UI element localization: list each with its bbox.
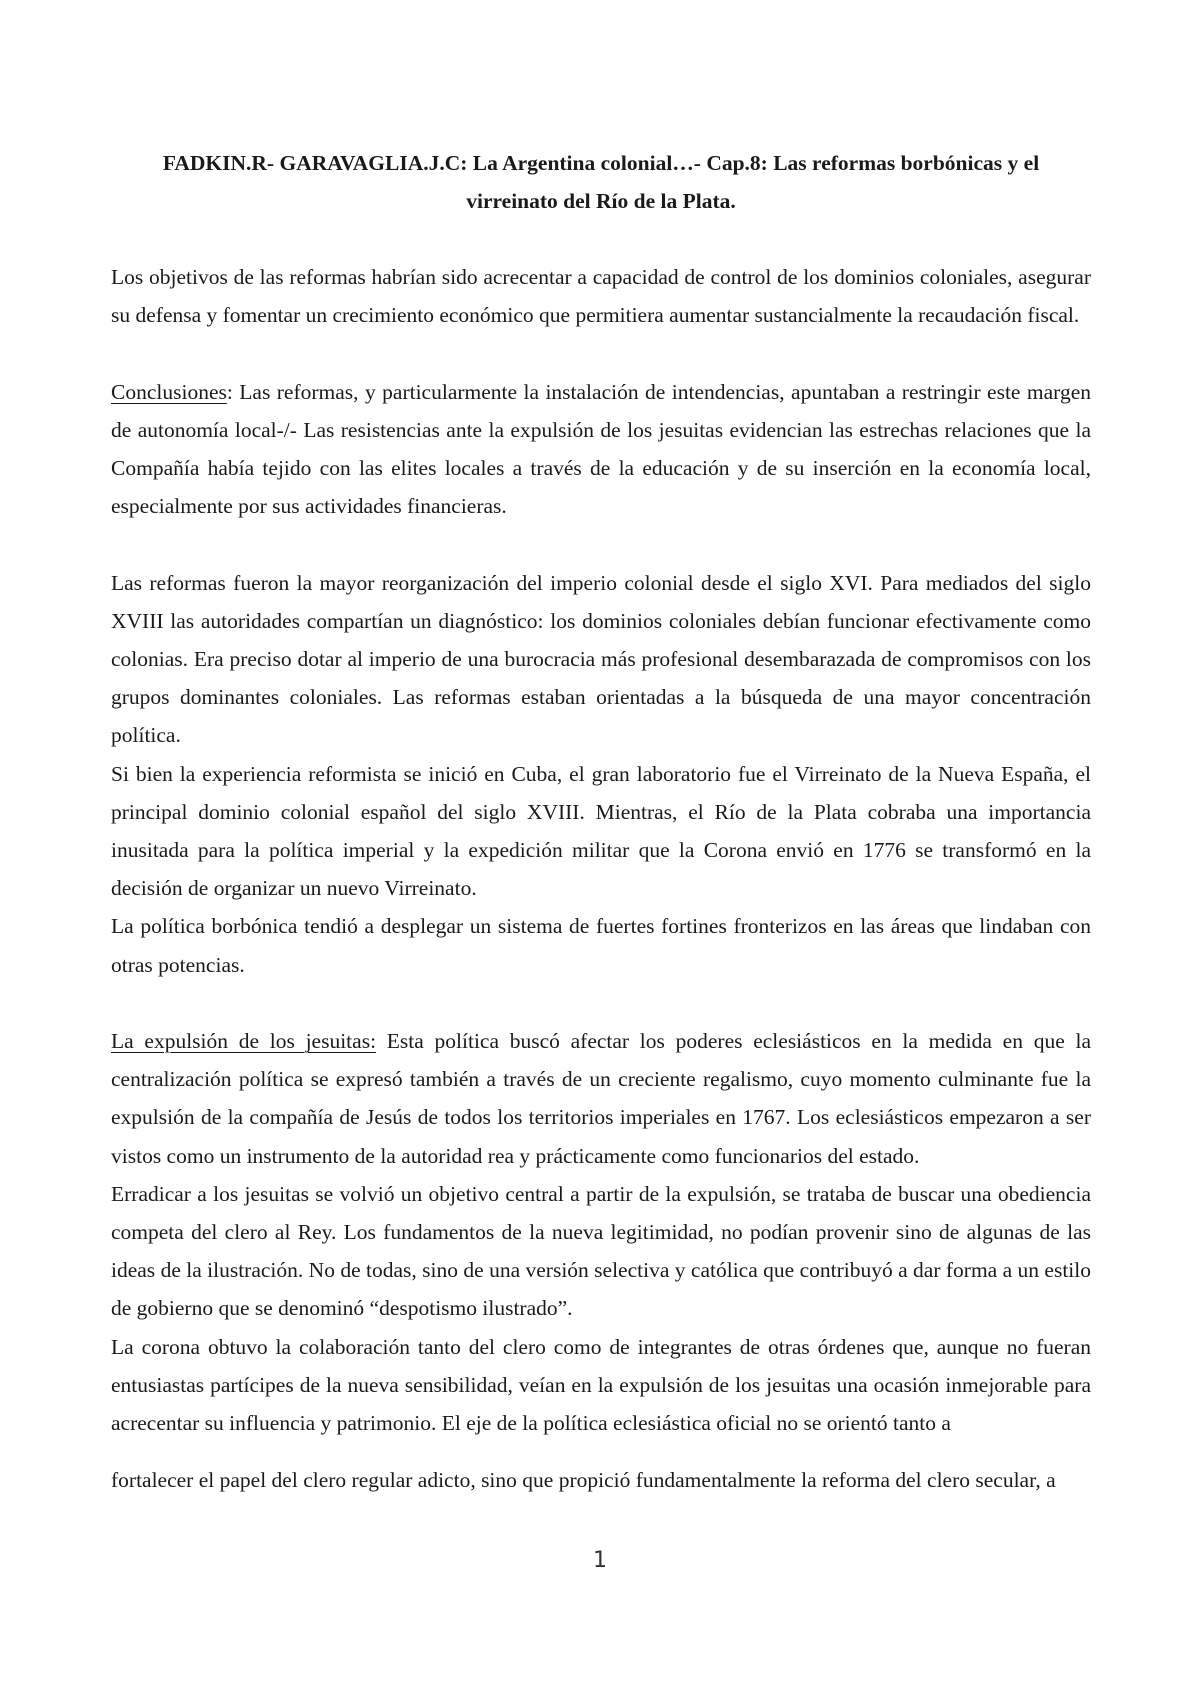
title-line-2: virreinato del Río de la Plata. bbox=[466, 189, 736, 213]
paragraph-erradicar: Erradicar a los jesuitas se volvió un objetivo central a partir de la expulsión, se trataba de buscar una obediencia competa del clero al Rey. Los fundamentos de la nueva legitimidad, no podían provenir sino de algunas de las ideas de la ilustración. No de todas, sino de una versión selectiva y católica que contribuyó a dar forma a un estilo de gobierno que se denominó “despotismo ilustrado”. bbox=[111, 1181, 1091, 1321]
paragraph-objectives: Los objetivos de las reformas habrían sido acrecentar a capacidad de control de los dominios coloniales, asegurar su defensa y fomentar un crecimiento económico que permitiera aumentar sustancialmente la recaudación fiscal. bbox=[111, 265, 1091, 328]
paragraph-expulsion-text: Esta política buscó afectar los poderes eclesiásticos en la medida en que la centralización política se expresó también a través de un creciente regalismo, cuyo momento culminante fue la expulsión de la compañía de Jesús de todos los territorios imperiales en 1767. Los eclesiásticos empezaron a ser vistos como un instrumento de la autoridad rea y prácticamente como funcionarios del estado. bbox=[111, 1029, 1091, 1168]
paragraph-conclusiones bbox=[111, 373, 1091, 526]
paragraph-fortines: La política borbónica tendió a desplegar un sistema de fuertes fortines fronterizos en las áreas que lindaban con otras potencias. bbox=[111, 914, 1091, 977]
title-line-1: FADKIN.R- GARAVAGLIA.J.C: La Argentina colonial…- Cap.8: Las reformas borbónicas y el bbox=[162, 151, 1040, 175]
paragraph-cuba-laboratory: Si bien la experiencia reformista se inició en Cuba, el gran laboratorio fue el Virreinato de la Nueva España, el principal dominio colonial español del siglo XVIII. Mientras, el Río de la Plata cobraba una importancia inusitada para la política imperial y la expedición militar que la Corona envió en 1776 se transformó en la decisión de organizar un nuevo Virreinato. bbox=[111, 761, 1091, 901]
paragraph-clero-secular: fortalecer el papel del clero regular adicto, sino que propició fundamentalmente la reforma del clero secular, a bbox=[111, 1468, 1056, 1493]
paragraph-expulsion bbox=[111, 1022, 1091, 1175]
document-title bbox=[111, 144, 1091, 220]
paragraph-reorganization: Las reformas fueron la mayor reorganización del imperio colonial desde el siglo XVI. Para mediados del siglo XVIII las autoridades compartían un diagnóstico: los dominios coloniales debían funcionar efectivamente como colonias. Era preciso dotar al imperio de una burocracia más profesional desembarazada de compromisos con los grupos dominantes coloniales. Las reformas estaban orientadas a la búsqueda de una mayor concentración política. bbox=[111, 570, 1091, 748]
paragraph-corona: La corona obtuvo la colaboración tanto del clero como de integrantes de otras órdenes que, aunque no fueran entusiastas partícipes de la nueva sensibilidad, veían en la expulsión de los jesuitas una ocasión inmejorable para acrecentar su influencia y patrimonio. El eje de la política eclesiástica oficial no se orientó tanto a bbox=[111, 1334, 1091, 1436]
page-number: 1 bbox=[593, 1548, 607, 1573]
paragraph-conclusiones-text: : Las reformas, y particularmente la instalación de intendencias, apuntaban a restringir este margen de autonomía local-/- Las resistencias ante la expulsión de los jesuitas evidencian las estrechas relaciones que la Compañía había tejido con las elites locales a través de la educación y de su inserción en la economía local, especialmente por sus actividades financieras. bbox=[111, 379, 1091, 519]
section-heading-conclusiones: Conclusiones bbox=[111, 379, 227, 404]
document-body bbox=[111, 258, 1091, 1499]
section-heading-expulsion: La expulsión de los jesuitas: bbox=[111, 1029, 377, 1054]
